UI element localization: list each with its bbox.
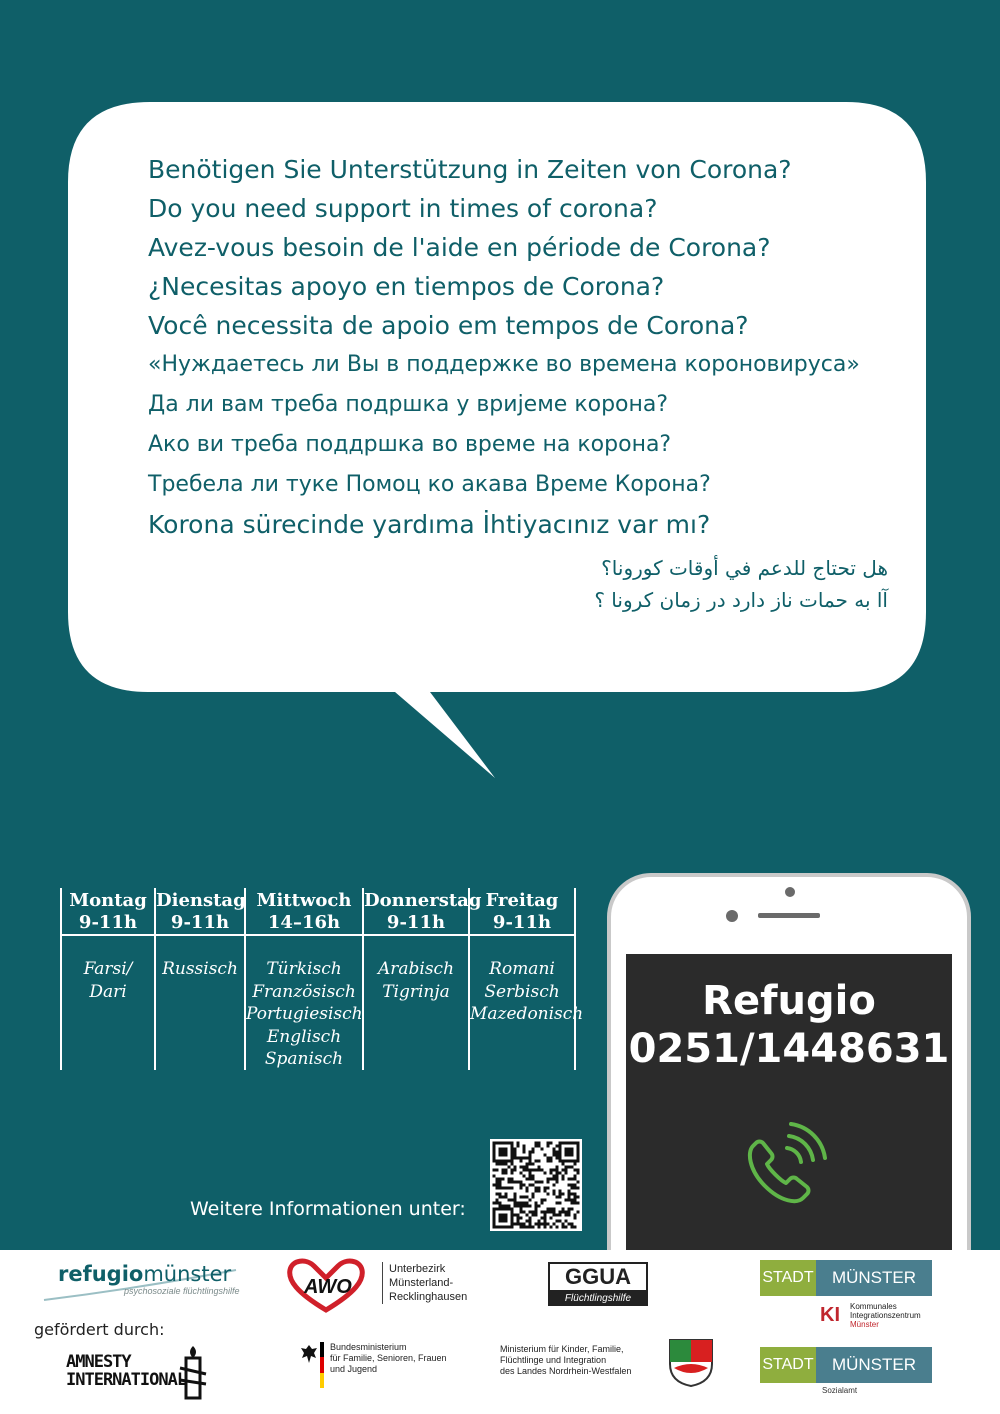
refugio-logo-bold: refugio: [58, 1262, 144, 1286]
refugio-logo-rest: münster: [143, 1262, 232, 1286]
mkffi-line: des Landes Nordrhein-Westfalen: [500, 1366, 632, 1376]
refugio-logo-sub: psychosoziale flüchtlingshilfe: [124, 1286, 240, 1296]
language: Russisch: [162, 959, 238, 979]
stadt-muenster-logo[interactable]: [760, 1260, 932, 1296]
schedule-col-donnerstag: [362, 888, 482, 1070]
ki-line: Integrationszentrum: [850, 1311, 921, 1320]
schedule-table: [60, 888, 584, 1070]
bmfsfj-line: und Jugend: [330, 1364, 378, 1374]
time-label: 9-11h: [492, 912, 552, 933]
schedule-col-mittwoch: [244, 888, 362, 1070]
schedule-col-montag: [60, 888, 154, 1070]
day-label: Mittwoch: [256, 890, 352, 911]
amnesty-logo[interactable]: [66, 1353, 186, 1389]
question-fa: آا به حمات ناز دارد در زمان کرونا ؟: [594, 588, 888, 612]
ggua-logo[interactable]: [548, 1262, 648, 1306]
awo-line: Münsterland-: [389, 1277, 454, 1289]
question-tr: Korona sürecinde yardıma İhtiyacınız var mı?: [148, 510, 711, 539]
refugio-muenster-logo[interactable]: [40, 1260, 240, 1304]
day-label: Dienstag: [156, 890, 246, 911]
question-fr: Avez-vous besoin de l'aide en période de Corona?: [148, 233, 771, 262]
stadt-label: STADT: [760, 1347, 816, 1383]
bmfsfj-logo[interactable]: [300, 1342, 447, 1388]
amnesty-line1: AMNESTY: [66, 1352, 131, 1372]
day-label: Donnerstag: [364, 890, 482, 911]
phone-call-icon[interactable]: [735, 1122, 835, 1212]
amnesty-candle-icon: [176, 1344, 212, 1400]
stadt-label: STADT: [760, 1260, 816, 1296]
language: Englisch: [266, 1026, 342, 1047]
german-flag-icon: [320, 1342, 324, 1388]
language: Tigrinja: [382, 981, 450, 1002]
language: Romani: [489, 959, 555, 979]
hotline-name: Refugio: [702, 978, 876, 1024]
amnesty-line2: INTERNATIONAL: [66, 1370, 187, 1390]
qr-code[interactable]: [490, 1139, 582, 1231]
language: Spanisch: [264, 1049, 344, 1069]
sponsor-label: gefördert durch:: [34, 1320, 165, 1339]
ki-city: Münster: [850, 1320, 879, 1329]
day-label: Montag: [69, 890, 147, 911]
ggua-top: GGUA: [548, 1262, 648, 1292]
language: Dari: [89, 981, 127, 1002]
more-info-label: Weitere Informationen unter:: [190, 1198, 466, 1220]
question-ru: «Нуждаетесь ли Вы в поддержке во времена короновируса»: [148, 352, 860, 377]
ki-muenster-logo[interactable]: [820, 1302, 921, 1329]
sponsor-footer: [0, 1250, 1000, 1414]
ki-line: Kommunales: [850, 1302, 897, 1311]
question-mk: Ако ви треба поддршка во време на корона?: [148, 432, 672, 457]
mkffi-line: Ministerium für Kinder, Familie,: [500, 1344, 624, 1354]
bmfsfj-line: für Familie, Senioren, Frauen: [330, 1353, 447, 1363]
ggua-bottom: Flüchtlingshilfe: [548, 1292, 648, 1306]
language: Serbisch: [484, 981, 560, 1002]
question-ar: هل تحتاج للدعم في أوقات كورونا؟: [601, 556, 888, 580]
schedule-col-freitag: [468, 888, 584, 1070]
schedule-col-dienstag: [154, 888, 244, 1070]
time-label: 14–16h: [267, 912, 341, 933]
day-label: Freitag: [485, 890, 559, 911]
question-rom: Требела ли туке Помоц ко акава Време Корона?: [148, 472, 711, 497]
hotline-number[interactable]: 0251/1448631: [628, 1026, 950, 1072]
time-label: 9-11h: [386, 912, 446, 933]
bmfsfj-line: Bundesministerium: [330, 1342, 407, 1352]
awo-logo[interactable]: [286, 1258, 486, 1318]
mkffi-nrw-logo[interactable]: [500, 1344, 631, 1377]
awo-line: Recklinghausen: [389, 1291, 468, 1303]
ki-mark: KI: [820, 1304, 840, 1326]
stadt-muenster-sozialamt-logo[interactable]: [760, 1347, 932, 1383]
question-sr: Да ли вам треба подршка у вријеме корона?: [148, 392, 669, 417]
time-label: 9-11h: [170, 912, 230, 933]
language: Französisch: [252, 981, 356, 1002]
language: Mazedonisch: [470, 1004, 584, 1024]
sozialamt-label: Sozialamt: [822, 1386, 858, 1395]
awo-line: Unterbezirk: [389, 1263, 446, 1275]
mkffi-line: Flüchtlinge und Integration: [500, 1355, 607, 1365]
language: Portugiesisch: [246, 1004, 363, 1024]
language: Arabisch: [377, 959, 455, 979]
awo-mark: AWO: [304, 1276, 352, 1298]
language: Türkisch: [266, 959, 342, 979]
question-list: [148, 150, 908, 616]
awo-text: [382, 1262, 467, 1304]
question-pt: Você necessita de apoio em tempos de Corona?: [148, 311, 749, 340]
muenster-label: MÜNSTER: [816, 1347, 932, 1383]
question-es: ¿Necesitas apoyo en tiempos de Corona?: [148, 272, 665, 301]
nrw-crest-icon: [668, 1338, 714, 1388]
muenster-label: MÜNSTER: [816, 1260, 932, 1296]
language: Farsi/: [83, 959, 133, 979]
phone-illustration: [606, 872, 974, 1272]
question-de: Benötigen Sie Unterstützung in Zeiten von Corona?: [148, 155, 792, 184]
federal-eagle-icon: [300, 1344, 318, 1364]
question-en: Do you need support in times of corona?: [148, 194, 658, 223]
time-label: 9-11h: [78, 912, 138, 933]
